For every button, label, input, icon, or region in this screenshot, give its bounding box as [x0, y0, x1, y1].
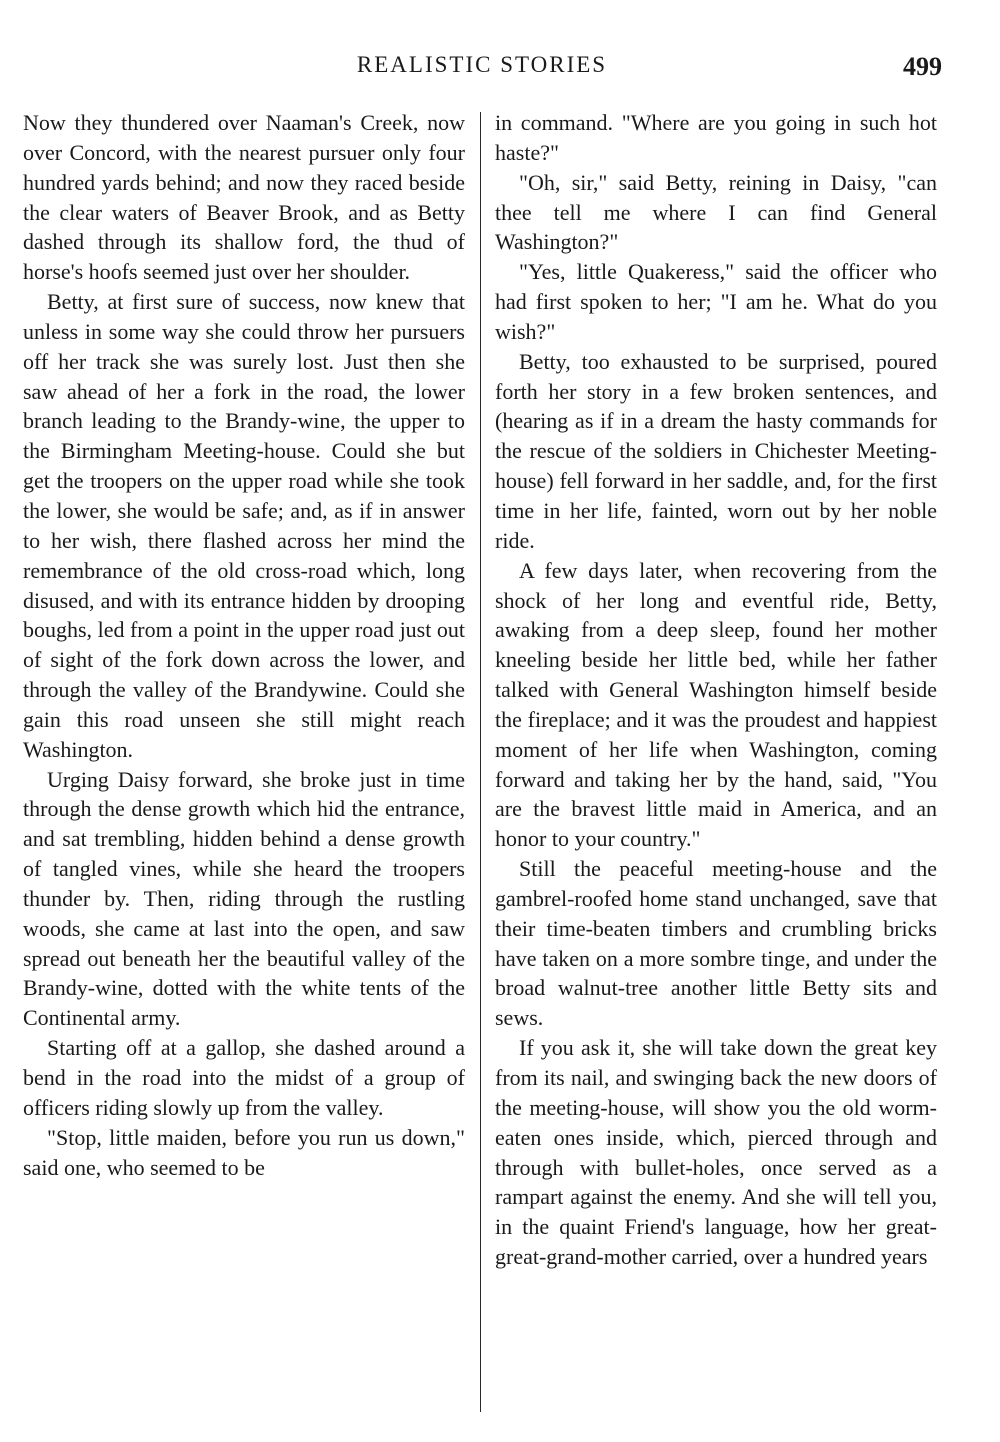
paragraph: If you ask it, she will take down the great key from its nail, and swinging back the new doors of the meeting-house, will show you the old worm-eaten ones inside, which, pierced through and through with bullet-holes, once served as a rampart against the enemy. And she will tell you, in the quaint Friend's language, how her great-great-grand-mother carried, over a hundred years	[495, 1035, 937, 1270]
paragraph: Betty, at first sure of success, now knew that unless in some way she could throw her pursuers off her track she was surely lost. Just then she saw ahead of her a fork in the road, the lower branch leading to the Brandy-wine, the upper to the Birmingham Meeting-house. Could she but get the troopers on the upper road while she took the lower, she would be safe; and, as if in answer to her wish, there flashed across her mind the remembrance of the old cross-road which, long disused, and with its entrance hidden by drooping boughs, led from a point in the upper road just out of sight of the fork down across the lower, and through the valley of the Brandywine. Could she gain this road unseen she still might reach Washington.	[23, 289, 465, 762]
paragraph: Still the peaceful meeting-house and the gambrel-roofed home stand unchanged, save that their time-beaten timbers and crumbling bricks have taken on a more sombre tinge, and under the broad walnut-tree another little Betty sits and sews.	[495, 856, 937, 1031]
right-column	[495, 108, 937, 1272]
left-column	[23, 108, 465, 1182]
column-divider	[480, 112, 481, 1412]
paragraph: Betty, too exhausted to be surprised, poured forth her story in a few broken sentences, and (hearing as if in a dream the hasty commands for the rescue of the soldiers in Chichester Meeting-house) fell forward in her saddle, and, for the first time in her life, fainted, worn out by her noble ride.	[495, 348, 937, 553]
paragraph: Now they thundered over Naaman's Creek, now over Concord, with the nearest pursuer only four hundred yards behind; and now they raced beside the clear waters of Beaver Brook, and as Betty dashed through its shallow ford, the thud of horse's hoofs seemed just over her shoulder.	[23, 110, 465, 285]
paragraph: A few days later, when recovering from the shock of her long and eventful ride, Betty, awaking from a deep sleep, found her mother kneeling beside her little bed, while her father talked with General Washington himself beside the fireplace; and it was the proudest and happiest moment of her life when Washington, coming forward and taking her by the hand, said, "You are the bravest little maid in America, and an honor to your country."	[495, 557, 937, 852]
paragraph: Urging Daisy forward, she broke just in time through the dense growth which hid the entrance, and sat trembling, hidden behind a dense growth of tangled vines, while she heard the troopers thunder by. Then, riding through the rustling woods, she came at last into the open, and saw spread out beneath her the beautiful valley of the Brandy-wine, dotted with the white tents of the Continental army.	[23, 766, 465, 1031]
paragraph: in command. "Where are you going in such hot haste?"	[495, 110, 937, 165]
paragraph: "Oh, sir," said Betty, reining in Daisy, "can thee tell me where I can find General Washington?"	[495, 169, 937, 255]
paragraph: Starting off at a gallop, she dashed around a bend in the road into the midst of a group of officers riding slowly up from the valley.	[23, 1035, 465, 1120]
paragraph: "Yes, little Quakeress," said the officer who had first spoken to her; "I am he. What do you wish?"	[495, 259, 937, 344]
paragraph: "Stop, little maiden, before you run us down," said one, who seemed to be	[23, 1124, 465, 1180]
page-number: 499	[903, 52, 942, 81]
running-header: REALISTIC STORIES	[356, 52, 608, 77]
